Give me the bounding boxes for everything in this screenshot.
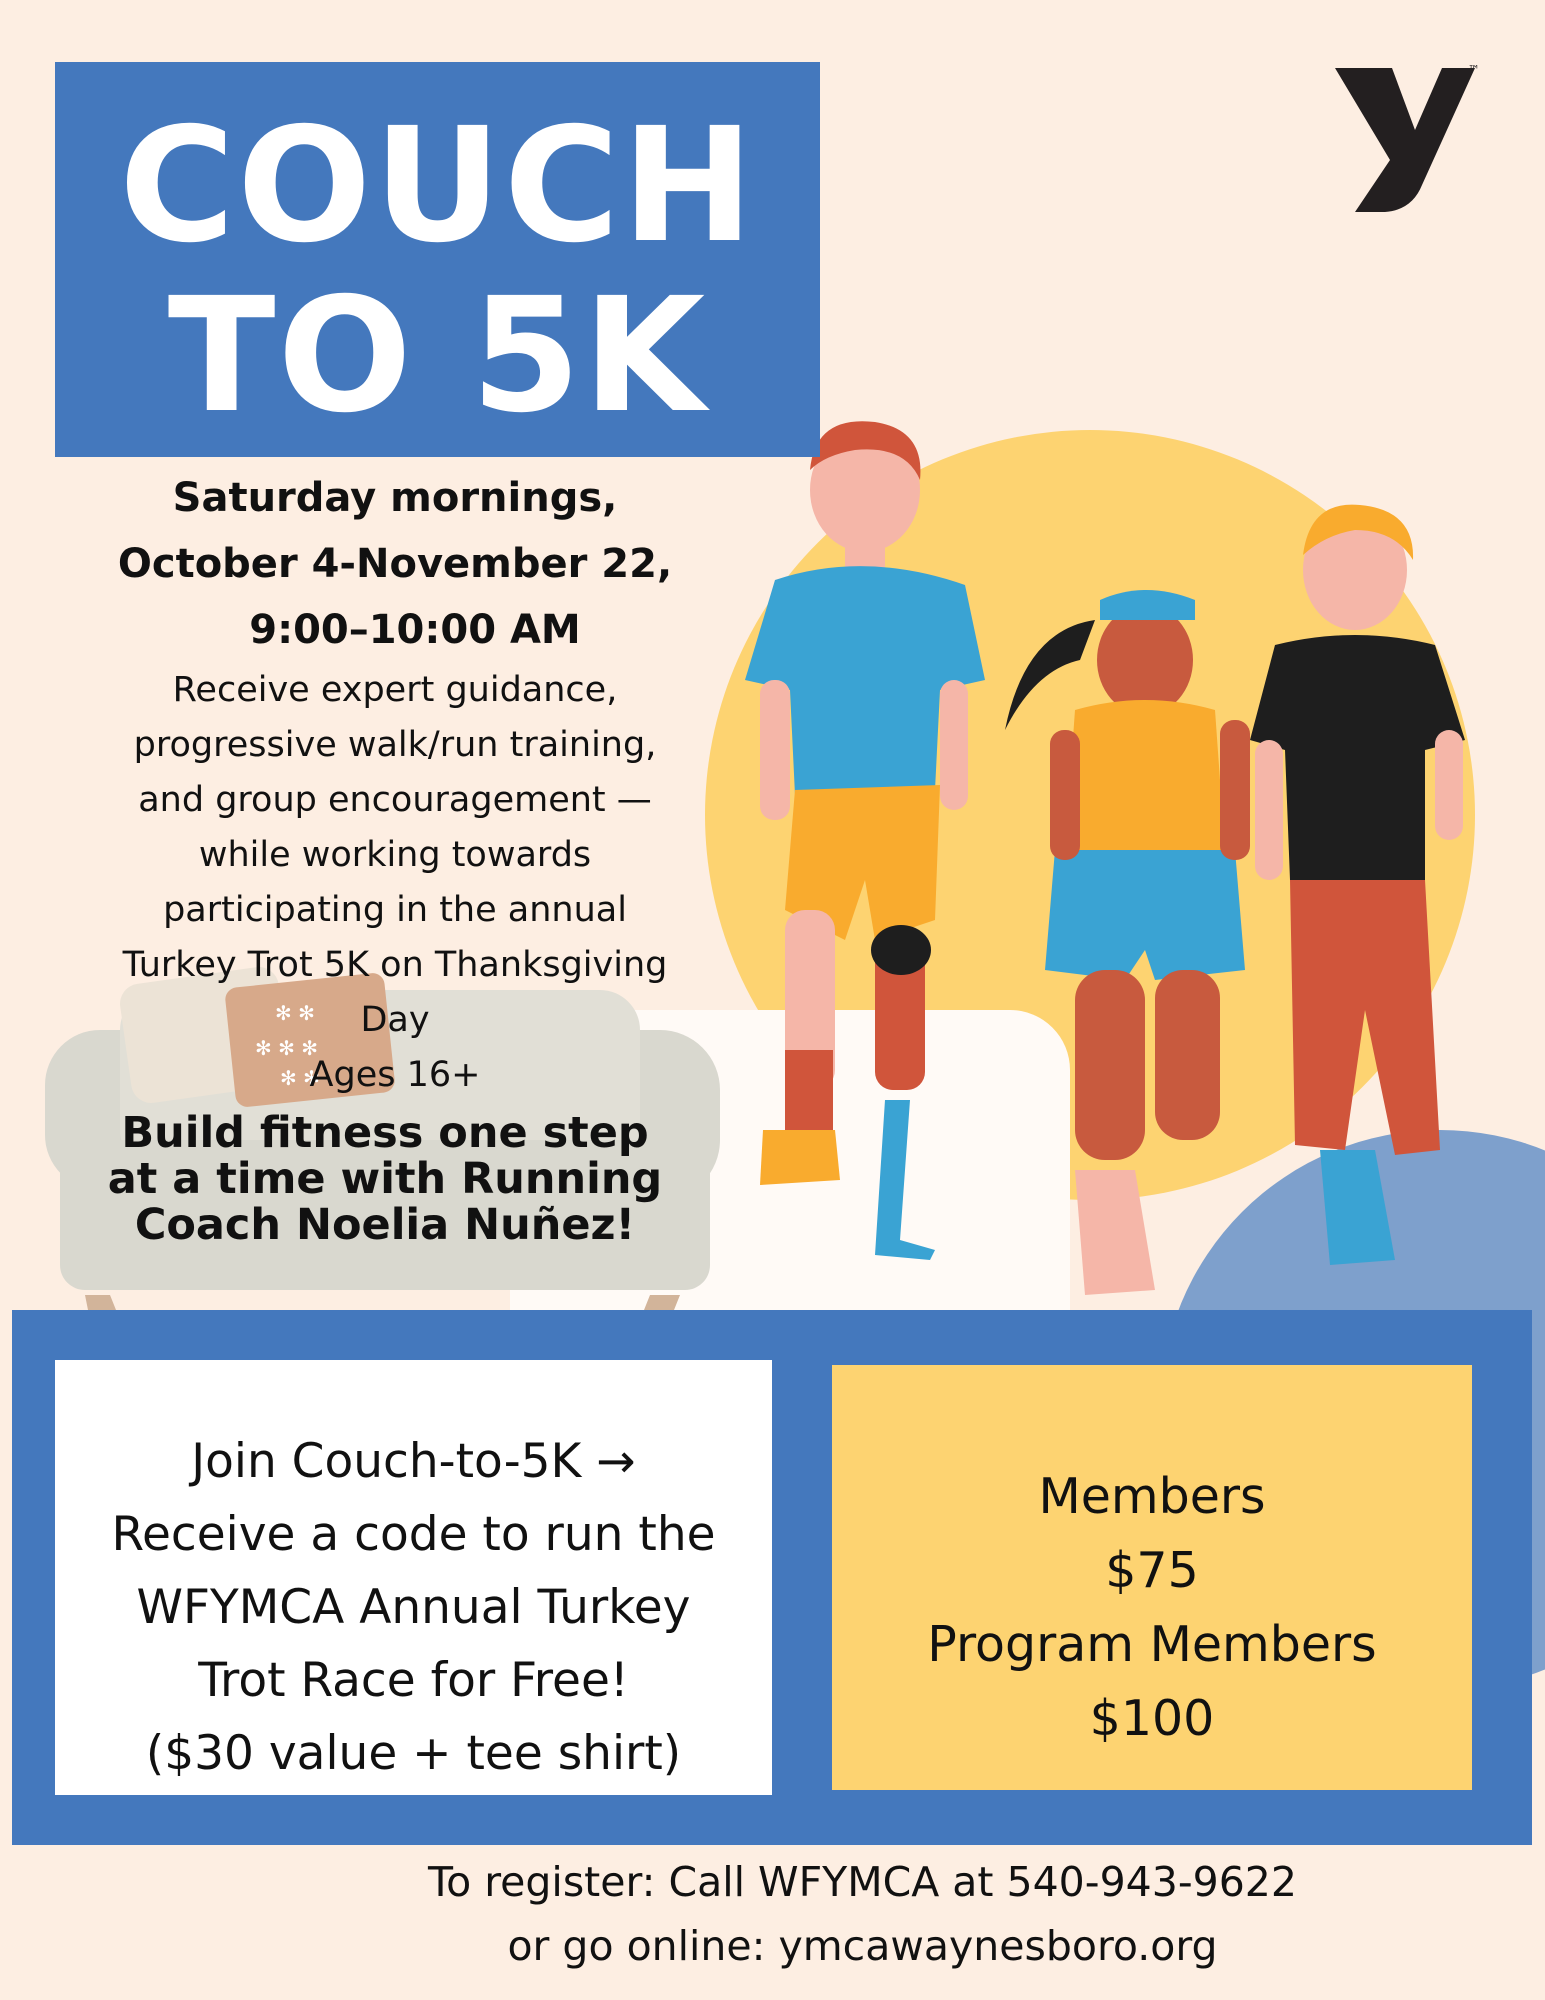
- offer-line: WFYMCA Annual Turkey: [136, 1580, 691, 1635]
- description-line: and group encouragement —: [138, 780, 652, 820]
- offer-line: Receive a code to run the: [111, 1507, 716, 1562]
- event-details: [65, 465, 725, 1103]
- offer-line: ($30 value + tee shirt): [145, 1726, 682, 1781]
- description-line: while working towards: [198, 835, 592, 875]
- schedule-time: 9:00–10:00 AM: [249, 607, 581, 653]
- title-banner: [55, 62, 820, 457]
- members-price: $75: [1105, 1542, 1199, 1599]
- svg-text:™: ™: [1468, 63, 1480, 77]
- members-label: Members: [1038, 1468, 1266, 1525]
- description-line: progressive walk/run training,: [133, 725, 657, 765]
- tagline-line: at a time with Running: [107, 1154, 663, 1204]
- title-line-1: COUCH: [119, 94, 756, 278]
- runners-illustration: [735, 410, 1525, 1310]
- tagline-line: Build fitness one step: [121, 1108, 649, 1158]
- description-line: Turkey Trot 5K on Thanksgiving: [122, 945, 668, 985]
- ymca-logo[interactable]: [1330, 60, 1480, 220]
- tagline-line: Coach Noelia Nuñez!: [134, 1200, 636, 1250]
- offer-box: [55, 1360, 772, 1795]
- svg-text:YMCA: YMCA: [1419, 176, 1445, 214]
- description-line: Day: [360, 1000, 430, 1040]
- runner-man-icon: [745, 421, 985, 1260]
- svg-text:✻ ✻: ✻ ✻: [280, 1066, 320, 1090]
- svg-text:✻ ✻: ✻ ✻: [275, 1001, 315, 1025]
- offer-line: Join Couch-to-5K →: [191, 1434, 636, 1489]
- register-website[interactable]: or go online: ymcawaynesboro.org: [507, 1922, 1218, 1970]
- description-line: Receive expert guidance,: [172, 670, 618, 710]
- title-line-2: TO 5K: [167, 264, 708, 448]
- register-info: [0, 1850, 1545, 1978]
- program-members-price: $100: [1089, 1690, 1215, 1747]
- schedule-days: Saturday mornings,: [172, 475, 618, 521]
- price-box: [832, 1365, 1472, 1790]
- register-phone[interactable]: To register: Call WFYMCA at 540-943-9622: [428, 1858, 1297, 1906]
- svg-text:✻ ✻ ✻: ✻ ✻ ✻: [255, 1036, 318, 1060]
- offer-line: Trot Race for Free!: [198, 1653, 629, 1708]
- ages-text: Ages 16+: [309, 1055, 481, 1095]
- schedule-dates: October 4-November 22,: [117, 541, 673, 587]
- description-line: participating in the annual: [163, 890, 627, 930]
- program-members-label: Program Members: [927, 1616, 1377, 1673]
- tagline: [55, 1110, 715, 1248]
- runner-woman-right-icon: [1250, 505, 1465, 1265]
- runner-woman-center-icon: [1005, 590, 1250, 1295]
